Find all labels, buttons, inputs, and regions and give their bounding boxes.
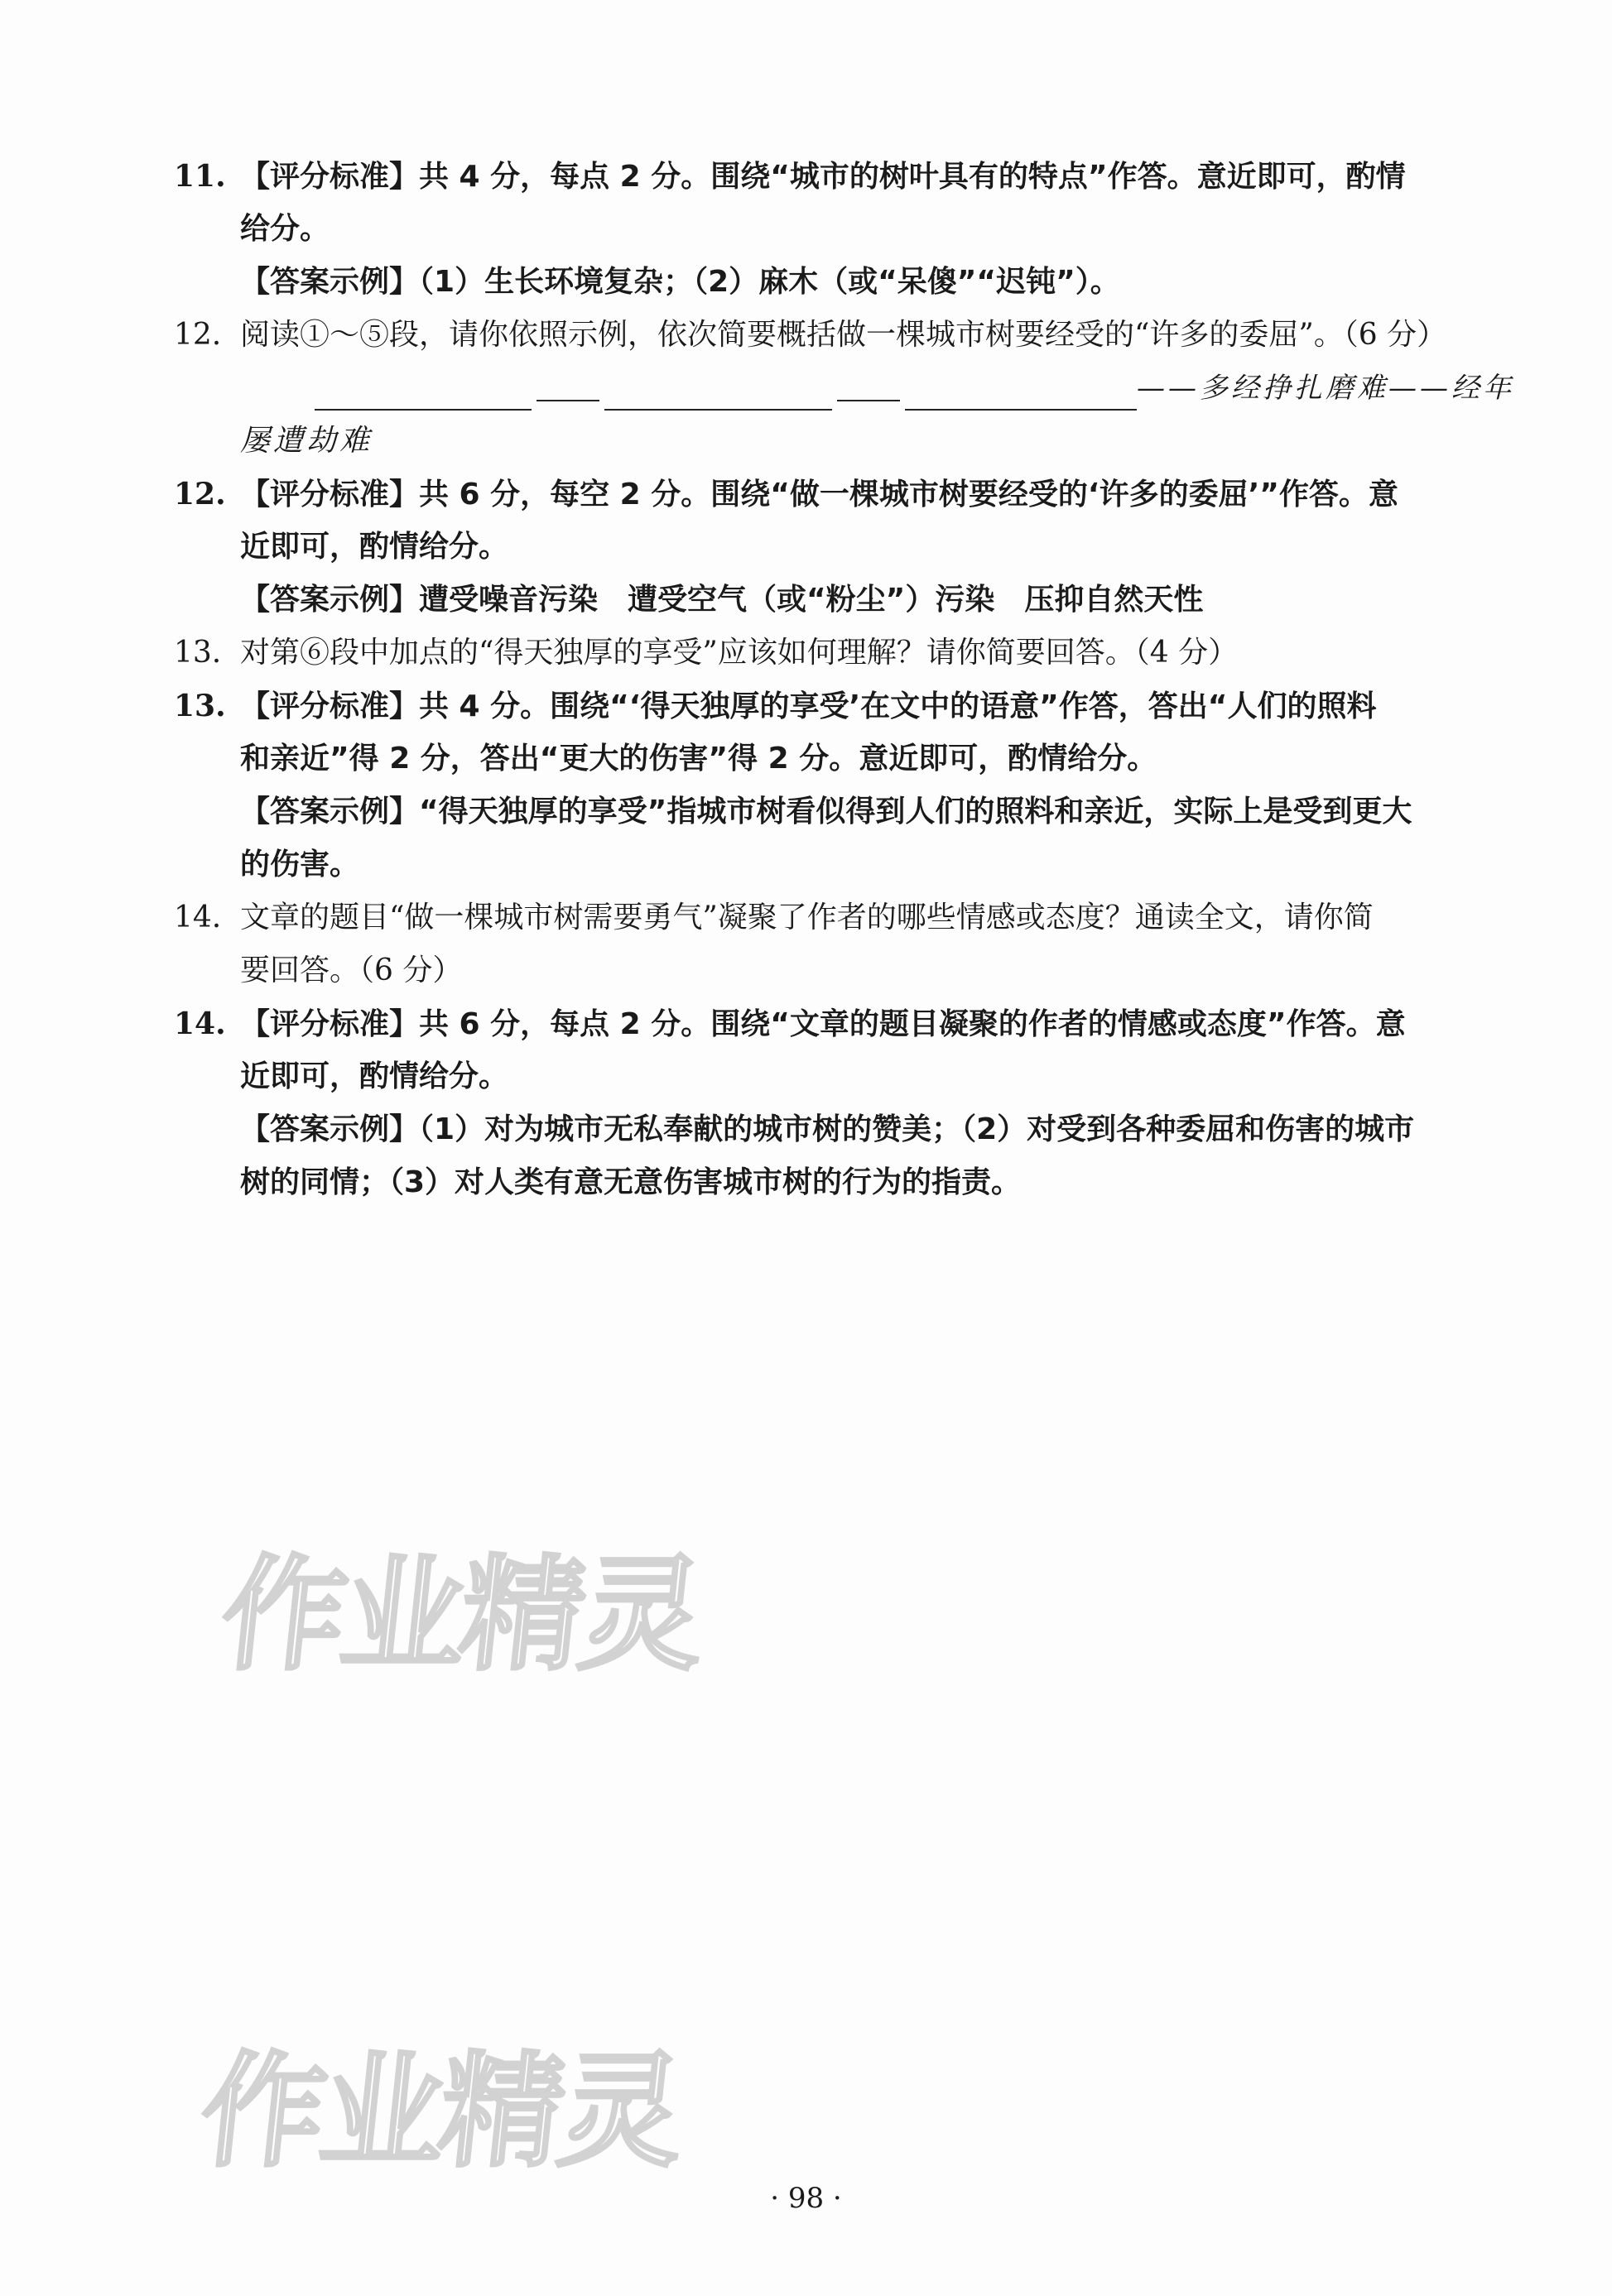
q12-example-label: 【答案示例】 [240,583,420,617]
q12-example [174,578,1540,631]
q13-example-line1 [174,790,1540,843]
q14-answer-line2: 近即可，酌情给分。 [240,1059,509,1093]
q12-answer-number: 12. [174,477,226,512]
q11-scoring-label: 【评分标准】 [240,160,420,194]
q14-example-label: 【答案示例】 [240,1112,420,1146]
q12-scoring-text: 共 6 分，每空 2 分。围绕“做一棵城市树要经受的‘许多的委屈’”作答。意 [419,478,1398,512]
q13-question-line1 [174,631,1540,684]
q12-blank-3[interactable] [905,376,1137,411]
q14-answer-line1 [174,1001,1540,1054]
q12-question-line1 [174,313,1540,366]
q13-example-label: 【答案示例】 [240,795,420,829]
q14-example-line1 [174,1107,1540,1160]
q11-answer-line2: 给分。 [240,212,330,246]
q14-answer-number: 14. [174,1006,226,1041]
q12-example-line2: 屡遭劫难 [240,424,373,458]
q13-answer-number: 13. [174,689,226,723]
q12-dash-2 [837,378,900,401]
page-content [174,154,1540,1213]
watermark-logo-2: 作业精灵 [194,2040,686,2184]
q13-scoring-label: 【评分标准】 [240,689,420,723]
q11-scoring-text: 共 4 分，每点 2 分。围绕“城市的树叶具有的特点”作答。意近即可，酌情 [419,160,1406,194]
q12-blank-1[interactable] [315,376,532,411]
q14-example-line2: 树的同情；（3）对人类有意无意伤害城市树的行为的指责。 [240,1165,1022,1199]
q14-question-text: 文章的题目“做一棵城市树需要勇气”凝聚了作者的哪些情感或态度？通读全文，请你简 [240,901,1374,934]
q12-blank-2[interactable] [604,376,832,411]
q11-answer-line1 [174,154,1540,207]
page-number: · 98 · [770,2182,842,2215]
q13-example-line2: 的伤害。 [240,848,360,881]
q14-question-line1 [174,896,1540,949]
q14-question-line2: 要回答。（6 分） [240,953,463,987]
q13-number: 13. [174,636,222,670]
q12-answer-line2: 近即可，酌情给分。 [240,530,509,564]
q12-answer-blanks [174,366,1540,419]
q12-example-text: 遭受噪音污染 遭受空气（或“粉尘”）污染 压抑自然天性 [419,583,1204,617]
q13-answer-line1 [174,684,1540,737]
q12-question-text: 阅读①～⑤段，请你依照示例，依次简要概括做一棵城市树要经受的“许多的委屈”。（6 分） [240,318,1447,352]
q13-scoring-text: 共 4 分。围绕“‘得天独厚的享受’在文中的语意”作答，答出“人们的照料 [419,689,1377,723]
q12-dash-1 [537,378,599,401]
q13-example-text: “得天独厚的享受”指城市树看似得到人们的照料和亲近，实际上是受到更大 [419,795,1412,829]
q14-scoring-text: 共 6 分，每点 2 分。围绕“文章的题目凝聚的作者的情感或态度”作答。意 [419,1007,1406,1041]
q12-example-tail: ——多经挣扎磨难——经年 [1137,372,1514,405]
q12-number: 12. [174,318,222,352]
watermark-logo-1: 作业精灵 [214,1544,707,1688]
q13-question-text: 对第⑥段中加点的“得天独厚的享受”应该如何理解？请你简要回答。（4 分） [240,636,1239,670]
q12-answer-line1 [174,472,1540,525]
q11-example-text: （1）生长环境复杂；（2）麻木（或“呆傻”“迟钝”）。 [419,265,1120,299]
q14-number: 14. [174,901,222,934]
q12-scoring-label: 【评分标准】 [240,478,420,512]
q11-answer-number: 11. [174,159,226,194]
q13-answer-line2: 和亲近”得 2 分，答出“更大的伤害”得 2 分。意近即可，酌情给分。 [240,742,1157,776]
q14-scoring-label: 【评分标准】 [240,1007,420,1041]
q11-example [174,260,1540,313]
q11-example-label: 【答案示例】 [240,265,420,299]
q14-example-text: （1）对为城市无私奉献的城市树的赞美；（2）对受到各种委屈和伤害的城市 [419,1112,1415,1146]
